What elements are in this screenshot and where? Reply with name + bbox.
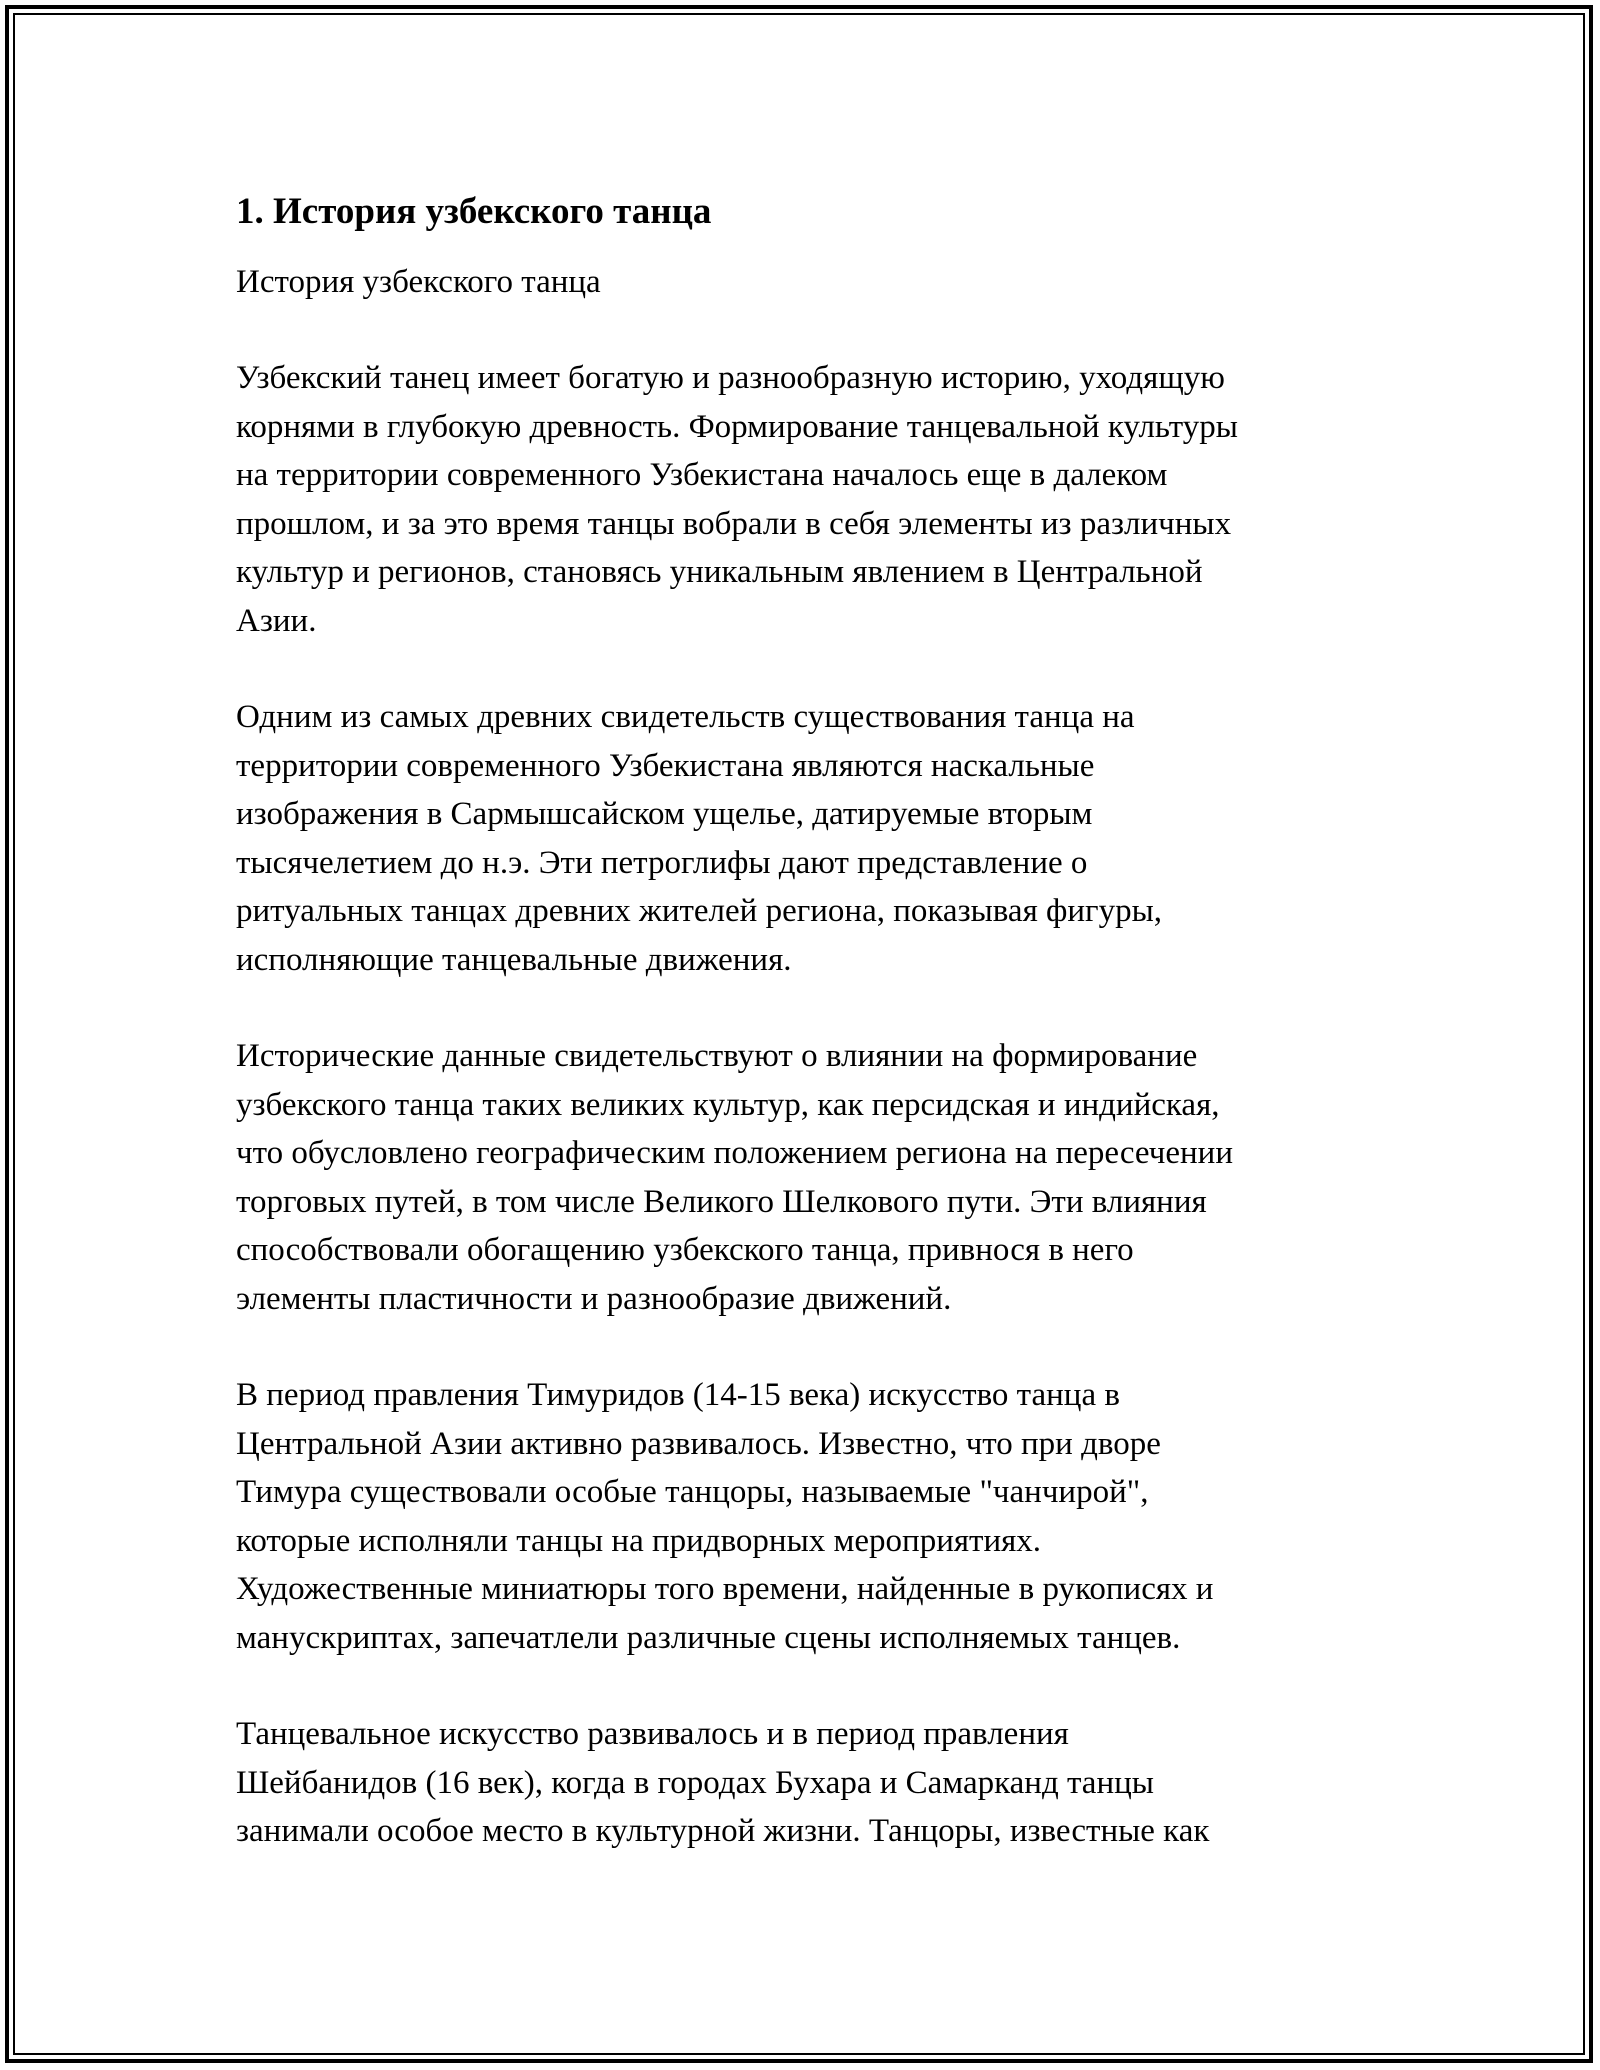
paragraph-1: Узбекский танец имеет богатую и разнообразную историю, уходящую корнями в глубокую древность. Формирование танцевальной культуры на территории современного Узбекистана началось еще в далеком прошлом, и за это время танцы вобрали в себя элементы из различных культур и регионов, становясь уникальным явлением в Центральной Азии. (236, 360, 1238, 639)
document-body (236, 186, 1376, 1856)
paragraph-4: В период правления Тимуридов (14-15 века) искусство танца в Центральной Азии активно развивалось. Известно, что при дворе Тимура существовали особые танцоры, называемые "чанчирой", которые исполняли танцы на придворных мероприятиях. Художественные миниатюры того времени, найденные в рукописях и манускриптах, запечатлели различные сцены исполняемых танцев. (236, 1377, 1214, 1656)
paragraph-3: Исторические данные свидетельствуют о влиянии на формирование узбекского танца таких великих культур, как персидская и индийская, что обусловлено географическим положением региона на пересечении торговых путей, в том числе Великого Шелкового пути. Эти влияния способствовали обогащению узбекского танца, привнося в него элементы пластичности и разнообразие движений. (236, 1038, 1233, 1317)
paragraph-5: Танцевальное искусство развивалось и в период правления Шейбанидов (16 век), когда в городах Бухара и Самарканд танцы занимали особое место в культурной жизни. Танцоры, известные как (236, 1716, 1210, 1849)
paragraph-2: Одним из самых древних свидетельств существования танца на территории современного Узбекистана являются наскальные изображения в Сармышсайском ущелье, датируемые вторым тысячелетием до н.э. Эти петроглифы дают представление о ритуальных танцах древних жителей региона, показывая фигуры, исполняющие танцевальные движения. (236, 699, 1162, 978)
section-heading: 1. История узбекского танца (236, 191, 712, 232)
section-subtitle: История узбекского танца (236, 264, 601, 300)
